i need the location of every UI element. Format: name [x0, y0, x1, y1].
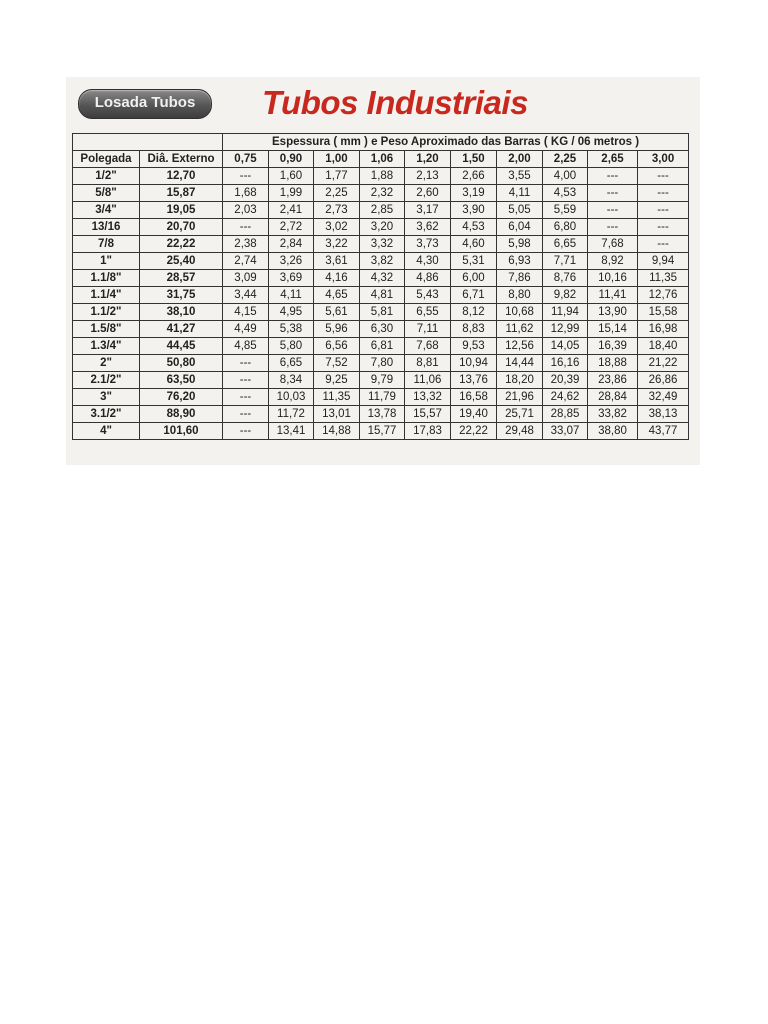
table-row: [73, 287, 689, 304]
column-header: Diâ. Externo: [140, 151, 223, 168]
brand-name: Losada Tubos: [94, 94, 196, 111]
weight-cell: 19,40: [451, 406, 497, 423]
weight-cell: 1,60: [269, 168, 314, 185]
weight-cell: 33,07: [543, 423, 588, 440]
weight-cell: 4,53: [451, 219, 497, 236]
weight-cell: 4,53: [543, 185, 588, 202]
inch-size-cell: 1.3/4": [73, 338, 140, 355]
weight-cell: ---: [223, 355, 269, 372]
column-header: 2,00: [497, 151, 543, 168]
weight-cell: ---: [638, 168, 689, 185]
weight-cell: 4,16: [314, 270, 360, 287]
weight-cell: 8,80: [497, 287, 543, 304]
weight-cell: 3,69: [269, 270, 314, 287]
table-row: [73, 321, 689, 338]
weight-cell: 11,62: [497, 321, 543, 338]
weight-cell: ---: [223, 168, 269, 185]
table-span-header-row: [73, 134, 689, 151]
weight-cell: 7,80: [360, 355, 405, 372]
weight-cell: 13,41: [269, 423, 314, 440]
weight-cell: 2,84: [269, 236, 314, 253]
weight-cell: 15,77: [360, 423, 405, 440]
inch-size-cell: 1.5/8": [73, 321, 140, 338]
weight-cell: 4,30: [405, 253, 451, 270]
weight-cell: 6,81: [360, 338, 405, 355]
weight-cell: 8,12: [451, 304, 497, 321]
weight-cell: 12,99: [543, 321, 588, 338]
weight-cell: 9,82: [543, 287, 588, 304]
weight-cell: ---: [588, 219, 638, 236]
outer-diameter-cell: 101,60: [140, 423, 223, 440]
weight-cell: 20,39: [543, 372, 588, 389]
weight-cell: 2,32: [360, 185, 405, 202]
weight-cell: 9,79: [360, 372, 405, 389]
weight-cell: 8,92: [588, 253, 638, 270]
table-row: [73, 253, 689, 270]
inch-size-cell: 7/8: [73, 236, 140, 253]
weight-cell: 4,49: [223, 321, 269, 338]
weight-cell: ---: [223, 219, 269, 236]
weight-cell: 12,56: [497, 338, 543, 355]
weight-cell: 11,35: [314, 389, 360, 406]
weight-cell: 11,06: [405, 372, 451, 389]
weight-cell: ---: [223, 389, 269, 406]
weight-cell: 11,41: [588, 287, 638, 304]
outer-diameter-cell: 44,45: [140, 338, 223, 355]
weight-cell: 2,25: [314, 185, 360, 202]
outer-diameter-cell: 19,05: [140, 202, 223, 219]
table-row: [73, 270, 689, 287]
weight-cell: 3,02: [314, 219, 360, 236]
weight-cell: 13,01: [314, 406, 360, 423]
weight-cell: 3,73: [405, 236, 451, 253]
weight-cell: 1,99: [269, 185, 314, 202]
weight-cell: ---: [588, 185, 638, 202]
outer-diameter-cell: 25,40: [140, 253, 223, 270]
weight-cell: 1,77: [314, 168, 360, 185]
weight-cell: 7,86: [497, 270, 543, 287]
table-row: [73, 423, 689, 440]
table-row: [73, 168, 689, 185]
weight-cell: 7,68: [588, 236, 638, 253]
weight-cell: 6,00: [451, 270, 497, 287]
weight-cell: 8,83: [451, 321, 497, 338]
outer-diameter-cell: 76,20: [140, 389, 223, 406]
weight-cell: 6,71: [451, 287, 497, 304]
weight-cell: 5,43: [405, 287, 451, 304]
weight-cell: 15,57: [405, 406, 451, 423]
weight-cell: 6,55: [405, 304, 451, 321]
tube-weight-table: [72, 133, 689, 440]
outer-diameter-cell: 50,80: [140, 355, 223, 372]
weight-cell: 4,86: [405, 270, 451, 287]
weight-cell: 11,79: [360, 389, 405, 406]
weight-cell: 4,11: [269, 287, 314, 304]
column-header: 2,65: [588, 151, 638, 168]
weight-cell: 6,93: [497, 253, 543, 270]
outer-diameter-cell: 38,10: [140, 304, 223, 321]
weight-cell: 2,38: [223, 236, 269, 253]
weight-cell: 6,65: [543, 236, 588, 253]
table-row: [73, 372, 689, 389]
weight-cell: 2,73: [314, 202, 360, 219]
weight-cell: 8,34: [269, 372, 314, 389]
weight-cell: 3,22: [314, 236, 360, 253]
inch-size-cell: 5/8": [73, 185, 140, 202]
weight-cell: ---: [638, 202, 689, 219]
weight-cell: 4,85: [223, 338, 269, 355]
weight-cell: 7,11: [405, 321, 451, 338]
column-header: 1,20: [405, 151, 451, 168]
weight-cell: 4,32: [360, 270, 405, 287]
weight-cell: 8,81: [405, 355, 451, 372]
weight-cell: 3,09: [223, 270, 269, 287]
weight-cell: 10,68: [497, 304, 543, 321]
weight-cell: 16,16: [543, 355, 588, 372]
weight-cell: 11,35: [638, 270, 689, 287]
weight-cell: 23,86: [588, 372, 638, 389]
weight-cell: 5,05: [497, 202, 543, 219]
table-corner: [73, 134, 223, 151]
weight-cell: 6,30: [360, 321, 405, 338]
weight-cell: 16,98: [638, 321, 689, 338]
inch-size-cell: 1.1/4": [73, 287, 140, 304]
table-row: [73, 389, 689, 406]
inch-size-cell: 2.1/2": [73, 372, 140, 389]
column-header: 0,90: [269, 151, 314, 168]
table-row: [73, 202, 689, 219]
table-row: [73, 236, 689, 253]
weight-cell: 5,61: [314, 304, 360, 321]
weight-cell: 7,68: [405, 338, 451, 355]
weight-cell: 38,80: [588, 423, 638, 440]
weight-cell: 28,84: [588, 389, 638, 406]
weight-cell: 4,00: [543, 168, 588, 185]
weight-cell: 10,16: [588, 270, 638, 287]
inch-size-cell: 2": [73, 355, 140, 372]
table-row: [73, 406, 689, 423]
outer-diameter-cell: 12,70: [140, 168, 223, 185]
weight-cell: 32,49: [638, 389, 689, 406]
table-row: [73, 355, 689, 372]
outer-diameter-cell: 31,75: [140, 287, 223, 304]
weight-cell: 3,61: [314, 253, 360, 270]
weight-cell: 14,88: [314, 423, 360, 440]
inch-size-cell: 1": [73, 253, 140, 270]
weight-cell: 26,86: [638, 372, 689, 389]
weight-cell: 6,56: [314, 338, 360, 355]
weight-cell: 24,62: [543, 389, 588, 406]
weight-cell: 15,14: [588, 321, 638, 338]
table-row: [73, 338, 689, 355]
column-header: 1,06: [360, 151, 405, 168]
weight-cell: 3,82: [360, 253, 405, 270]
weight-cell: 5,80: [269, 338, 314, 355]
weight-cell: ---: [223, 423, 269, 440]
weight-cell: 4,60: [451, 236, 497, 253]
weight-cell: 5,59: [543, 202, 588, 219]
weight-cell: 3,90: [451, 202, 497, 219]
table-body: [73, 168, 689, 440]
weight-cell: 10,94: [451, 355, 497, 372]
weight-cell: 2,60: [405, 185, 451, 202]
weight-cell: 13,32: [405, 389, 451, 406]
weight-cell: 18,20: [497, 372, 543, 389]
table-column-header-row: [73, 151, 689, 168]
weight-cell: 18,88: [588, 355, 638, 372]
weight-cell: 5,81: [360, 304, 405, 321]
thickness-weight-header: Espessura ( mm ) e Peso Aproximado das Barras ( KG / 06 metros ): [223, 134, 689, 151]
weight-cell: 4,15: [223, 304, 269, 321]
outer-diameter-cell: 41,27: [140, 321, 223, 338]
weight-cell: 3,55: [497, 168, 543, 185]
weight-cell: 10,03: [269, 389, 314, 406]
weight-cell: 16,39: [588, 338, 638, 355]
inch-size-cell: 3": [73, 389, 140, 406]
weight-cell: 5,96: [314, 321, 360, 338]
weight-cell: ---: [638, 219, 689, 236]
weight-cell: 5,31: [451, 253, 497, 270]
weight-cell: 17,83: [405, 423, 451, 440]
inch-size-cell: 1.1/2": [73, 304, 140, 321]
weight-cell: 2,74: [223, 253, 269, 270]
weight-cell: 2,03: [223, 202, 269, 219]
weight-cell: 25,71: [497, 406, 543, 423]
inch-size-cell: 1.1/8": [73, 270, 140, 287]
weight-cell: 14,44: [497, 355, 543, 372]
column-header: Polegada: [73, 151, 140, 168]
weight-cell: 11,72: [269, 406, 314, 423]
weight-cell: 6,04: [497, 219, 543, 236]
weight-cell: 2,41: [269, 202, 314, 219]
weight-cell: 12,76: [638, 287, 689, 304]
column-header: 1,50: [451, 151, 497, 168]
table-row: [73, 219, 689, 236]
weight-cell: 18,40: [638, 338, 689, 355]
weight-cell: ---: [638, 185, 689, 202]
outer-diameter-cell: 28,57: [140, 270, 223, 287]
inch-size-cell: 3.1/2": [73, 406, 140, 423]
inch-size-cell: 1/2": [73, 168, 140, 185]
weight-cell: 6,80: [543, 219, 588, 236]
table-row: [73, 304, 689, 321]
outer-diameter-cell: 15,87: [140, 185, 223, 202]
weight-cell: 7,52: [314, 355, 360, 372]
weight-cell: 3,19: [451, 185, 497, 202]
weight-cell: 2,72: [269, 219, 314, 236]
weight-cell: 14,05: [543, 338, 588, 355]
weight-cell: 4,95: [269, 304, 314, 321]
brand-badge: [78, 89, 212, 119]
weight-cell: 1,68: [223, 185, 269, 202]
weight-cell: 3,17: [405, 202, 451, 219]
weight-cell: 7,71: [543, 253, 588, 270]
weight-cell: 11,94: [543, 304, 588, 321]
weight-cell: 29,48: [497, 423, 543, 440]
price-table-card: [66, 77, 700, 465]
weight-cell: 13,76: [451, 372, 497, 389]
inch-size-cell: 4": [73, 423, 140, 440]
weight-cell: 9,53: [451, 338, 497, 355]
weight-cell: 28,85: [543, 406, 588, 423]
weight-cell: 3,62: [405, 219, 451, 236]
weight-cell: 33,82: [588, 406, 638, 423]
weight-cell: 4,11: [497, 185, 543, 202]
weight-cell: 38,13: [638, 406, 689, 423]
inch-size-cell: 13/16: [73, 219, 140, 236]
weight-cell: 15,58: [638, 304, 689, 321]
weight-cell: 5,38: [269, 321, 314, 338]
weight-cell: 2,85: [360, 202, 405, 219]
weight-cell: 4,65: [314, 287, 360, 304]
weight-cell: 1,88: [360, 168, 405, 185]
weight-cell: 3,44: [223, 287, 269, 304]
weight-cell: 2,66: [451, 168, 497, 185]
weight-cell: 3,32: [360, 236, 405, 253]
weight-cell: 3,26: [269, 253, 314, 270]
weight-cell: 5,98: [497, 236, 543, 253]
weight-cell: ---: [588, 202, 638, 219]
weight-cell: 22,22: [451, 423, 497, 440]
outer-diameter-cell: 88,90: [140, 406, 223, 423]
column-header: 2,25: [543, 151, 588, 168]
weight-cell: 43,77: [638, 423, 689, 440]
table-row: [73, 185, 689, 202]
column-header: 0,75: [223, 151, 269, 168]
weight-cell: 2,13: [405, 168, 451, 185]
weight-cell: ---: [223, 372, 269, 389]
weight-cell: 21,96: [497, 389, 543, 406]
weight-cell: 13,90: [588, 304, 638, 321]
weight-cell: 8,76: [543, 270, 588, 287]
column-header: 3,00: [638, 151, 689, 168]
inch-size-cell: 3/4": [73, 202, 140, 219]
weight-cell: ---: [223, 406, 269, 423]
weight-cell: 21,22: [638, 355, 689, 372]
weight-cell: 16,58: [451, 389, 497, 406]
weight-cell: 6,65: [269, 355, 314, 372]
page-title: Tubos Industriais: [262, 84, 528, 121]
outer-diameter-cell: 63,50: [140, 372, 223, 389]
column-header: 1,00: [314, 151, 360, 168]
weight-cell: 3,20: [360, 219, 405, 236]
outer-diameter-cell: 20,70: [140, 219, 223, 236]
weight-cell: 13,78: [360, 406, 405, 423]
weight-cell: 9,94: [638, 253, 689, 270]
weight-cell: ---: [638, 236, 689, 253]
weight-cell: 4,81: [360, 287, 405, 304]
outer-diameter-cell: 22,22: [140, 236, 223, 253]
weight-cell: 9,25: [314, 372, 360, 389]
weight-cell: ---: [588, 168, 638, 185]
